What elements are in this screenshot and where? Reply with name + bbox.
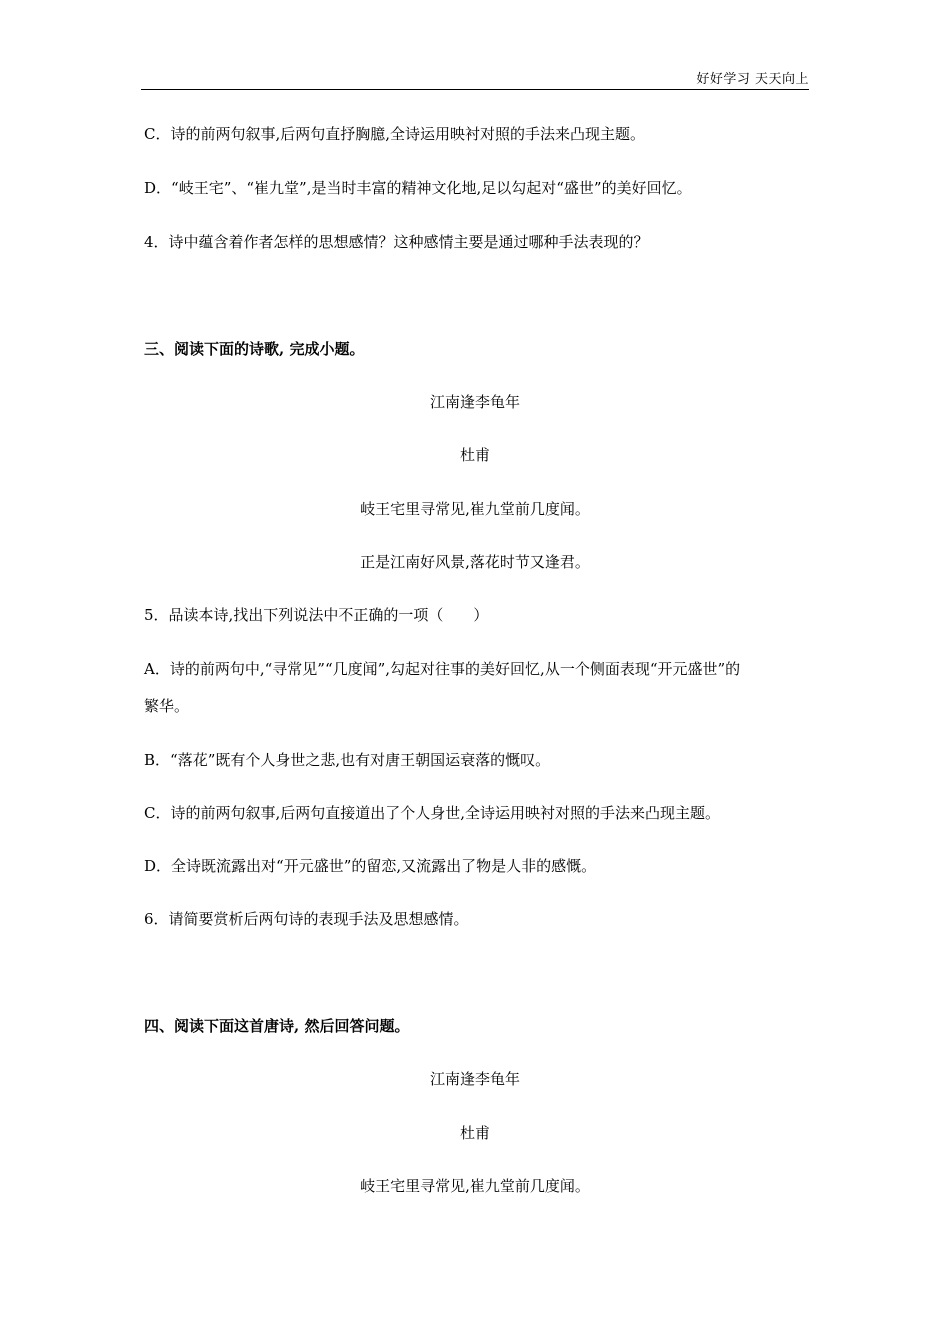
option-c-prev: C．诗的前两句叙事,后两句直抒胸臆,全诗运用映衬对照的手法来凸现主题。	[144, 125, 646, 143]
section-4-heading: 四、阅读下面这首唐诗, 然后回答问题。	[144, 1017, 410, 1035]
header-rule	[141, 89, 809, 90]
option-c: C．诗的前两句叙事,后两句直接道出了个人身世,全诗运用映衬对照的手法来凸现主题。	[144, 804, 721, 822]
poem-author: 杜甫	[459, 446, 490, 464]
question-6: 6．请简要赏析后两句诗的表现手法及思想感情。	[144, 910, 469, 928]
poem-author-2: 杜甫	[459, 1124, 490, 1142]
option-a: A．诗的前两句中,“寻常见”“几度闻”,勾起对往事的美好回忆,从一个侧面表现“开元盛世”的	[144, 660, 741, 678]
question-4: 4．诗中蕴含着作者怎样的思想感情？这种感情主要是通过哪种手法表现的？	[144, 233, 649, 251]
option-a-continued: 繁华。	[144, 697, 190, 715]
poem-line-2: 正是江南好风景,落花时节又逢君。	[360, 553, 590, 571]
header-slogan: 好好学习 天天向上	[696, 72, 809, 87]
option-b: B．“落花”既有个人身世之悲,也有对唐王朝国运衰落的慨叹。	[144, 751, 551, 769]
poem-line-1: 岐王宅里寻常见,崔九堂前几度闻。	[360, 500, 590, 518]
question-5: 5．品读本诗,找出下列说法中不正确的一项（ ）	[144, 606, 489, 624]
page-header	[141, 66, 809, 90]
option-d: D．全诗既流露出对“开元盛世”的留恋,又流露出了物是人非的感慨。	[144, 857, 597, 875]
poem-title: 江南逢李龟年	[429, 393, 520, 411]
option-d-prev: D．“岐王宅”、“崔九堂”,是当时丰富的精神文化地,足以勾起对“盛世”的美好回忆。	[144, 179, 692, 197]
poem-line-1-repeat: 岐王宅里寻常见,崔九堂前几度闻。	[360, 1177, 590, 1195]
poem-title-2: 江南逢李龟年	[429, 1070, 520, 1088]
section-3-heading: 三、阅读下面的诗歌, 完成小题。	[144, 340, 365, 358]
